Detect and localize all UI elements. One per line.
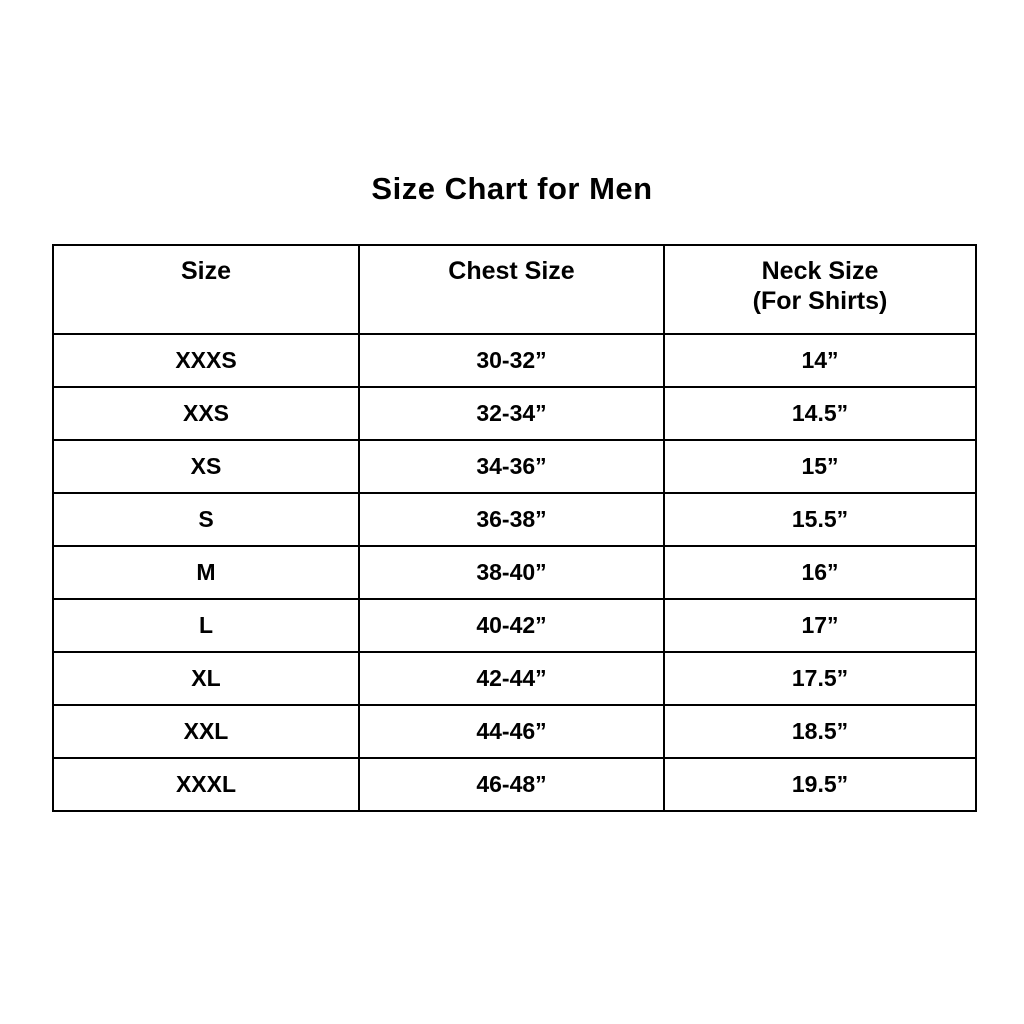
- neck-cell: 15”: [664, 440, 976, 493]
- table-row: [53, 387, 976, 440]
- table-row: [53, 546, 976, 599]
- column-header-neck-size: [664, 245, 976, 334]
- size-cell: XS: [53, 440, 359, 493]
- neck-cell: 17”: [664, 599, 976, 652]
- neck-cell: 15.5”: [664, 493, 976, 546]
- neck-cell: 18.5”: [664, 705, 976, 758]
- neck-cell: 19.5”: [664, 758, 976, 811]
- chest-cell: 44-46”: [359, 705, 664, 758]
- table-row: [53, 440, 976, 493]
- chest-cell: 38-40”: [359, 546, 664, 599]
- chest-cell: 42-44”: [359, 652, 664, 705]
- column-header-chest-size-label: Chest Size: [448, 257, 575, 285]
- table-row: [53, 334, 976, 387]
- chest-cell: 46-48”: [359, 758, 664, 811]
- table-header: [53, 245, 976, 334]
- column-header-size: [53, 245, 359, 334]
- neck-cell: 14.5”: [664, 387, 976, 440]
- chest-cell: 30-32”: [359, 334, 664, 387]
- column-header-neck-size-label-line2: (For Shirts): [752, 287, 888, 315]
- table-row: [53, 652, 976, 705]
- column-header-neck-size-label-line1: Neck Size: [761, 257, 879, 285]
- size-cell: XXXL: [53, 758, 359, 811]
- chest-cell: 34-36”: [359, 440, 664, 493]
- size-cell: XL: [53, 652, 359, 705]
- size-cell: XXXS: [53, 334, 359, 387]
- size-cell: XXL: [53, 705, 359, 758]
- chest-cell: 40-42”: [359, 599, 664, 652]
- header-row: [53, 245, 976, 334]
- page-title: Size Chart for Men: [371, 171, 653, 206]
- size-cell: M: [53, 546, 359, 599]
- neck-cell: 14”: [664, 334, 976, 387]
- table-row: [53, 493, 976, 546]
- table-row: [53, 599, 976, 652]
- table-row: [53, 758, 976, 811]
- size-cell: L: [53, 599, 359, 652]
- table-row: [53, 705, 976, 758]
- size-cell: XXS: [53, 387, 359, 440]
- size-chart-table: [52, 244, 977, 812]
- size-cell: S: [53, 493, 359, 546]
- column-header-chest-size: [359, 245, 664, 334]
- neck-cell: 16”: [664, 546, 976, 599]
- chest-cell: 36-38”: [359, 493, 664, 546]
- table-body: [53, 334, 976, 811]
- chest-cell: 32-34”: [359, 387, 664, 440]
- neck-cell: 17.5”: [664, 652, 976, 705]
- column-header-size-label: Size: [180, 257, 232, 285]
